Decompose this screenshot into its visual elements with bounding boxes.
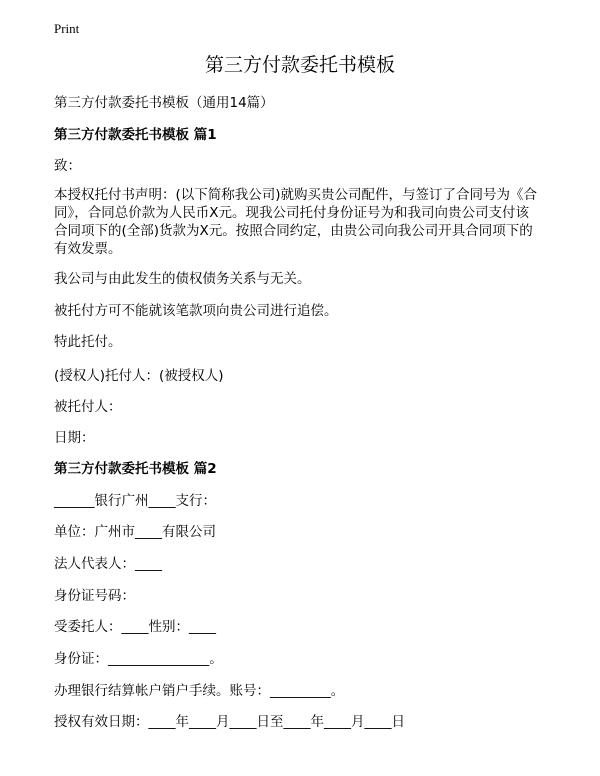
date-line: 日期： (54, 430, 95, 446)
document-title: 第三方付款委托书模板 (204, 54, 395, 76)
section2-heading: 第三方付款委托书模板 篇2 (54, 461, 217, 477)
agent-line: 受委托人：____性别：____ (54, 619, 216, 635)
account-line: 办理银行结算帐户销户手续。账号：_________。 (54, 683, 345, 699)
paragraph-line: 合同项下的(全部)货款为X元。按照合同约定，由贵公司向我公司开具合同项下的 (54, 223, 533, 239)
bank-line: ______银行广州____支行： (54, 493, 216, 509)
legal-representative-line: 法人代表人：____ (54, 556, 162, 572)
paragraph-line: 有效发票。 (54, 241, 122, 257)
signatory-line: (授权人)托付人：(被授权人) (54, 368, 224, 384)
validity-period-line: 授权有效日期：____年____月____日至____年____月____日 (54, 714, 405, 730)
unit-line: 单位：广州市____有限公司 (54, 524, 216, 540)
id-card-line: 身份证：_______________。 (54, 651, 223, 667)
salutation: 致： (54, 158, 81, 174)
paragraph-line: 同》，合同总价款为人民币X元。现我公司托付身份证号为和我司向贵公司支付该 (54, 205, 529, 221)
authorization-paragraph (54, 186, 554, 258)
no-recourse-paragraph: 被托付方可不能就该笔款项向贵公司进行追偿。 (54, 303, 338, 319)
print-label: Print (54, 21, 80, 36)
trustee-line: 被托付人： (54, 399, 122, 415)
document-subtitle: 第三方付款委托书模板（通用14篇） (54, 95, 274, 111)
id-number-line: 身份证号码： (54, 588, 135, 604)
section1-heading: 第三方付款委托书模板 篇1 (54, 127, 217, 143)
closing-statement: 特此托付。 (54, 334, 122, 350)
paragraph-line: 本授权托付书声明：(以下简称我公司)就购买贵公司配件，与签订了合同号为《合 (54, 187, 538, 203)
liability-paragraph: 我公司与由此发生的债权债务关系与无关。 (54, 271, 311, 287)
